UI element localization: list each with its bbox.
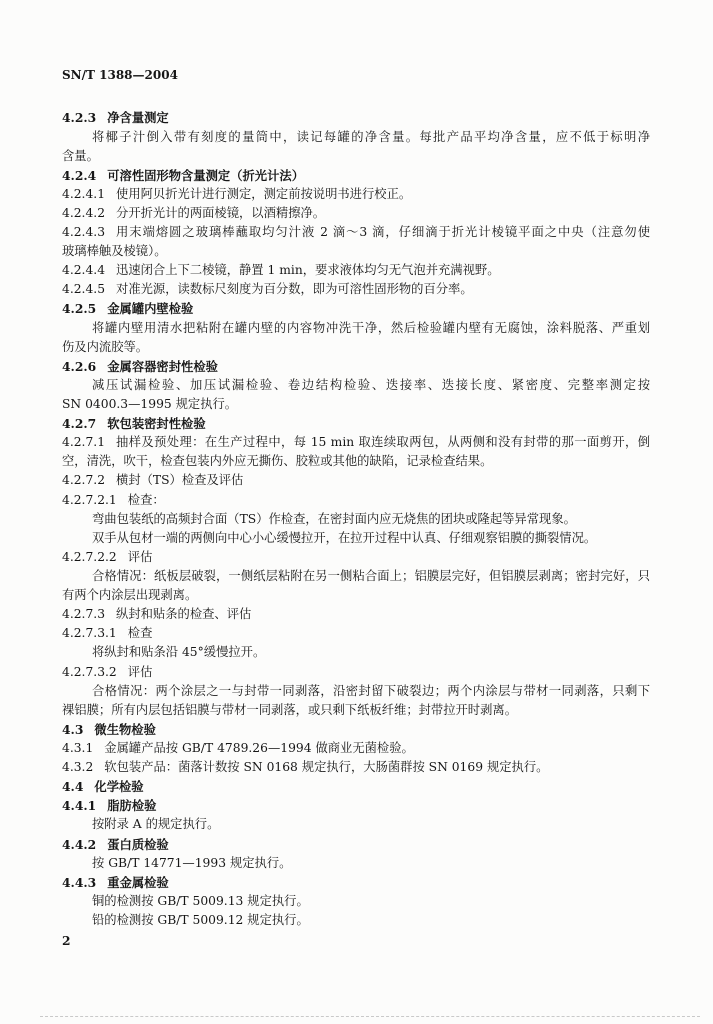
paragraph-text: 按 GB/T 14771—1993 规定执行。 (92, 855, 292, 870)
clause-number: 4.3.1 (62, 741, 94, 755)
clause-text: 纵封和贴条的检查、评估 (116, 607, 252, 622)
paragraph-text: 合格情况：纸板层破裂，一侧纸层粘附在另一侧粘合面上；铝膜层完好，但铝膜层剥离；密封完好，只 (92, 569, 650, 584)
clause-title: 蛋白质检验 (107, 836, 169, 852)
clause-text: 检查： (127, 492, 165, 507)
clause-4-2-4-heading (62, 166, 650, 185)
clause-number: 4.2.4.5 (62, 282, 106, 297)
clause-4-2-4-1 (62, 185, 650, 204)
body-text-line (62, 510, 650, 529)
clause-number: 4.4.2 (62, 836, 97, 852)
paragraph-text: 将椰子汁倒入带有刻度的量筒中，读记每罐的净含量。每批产品平均净含量，应不低于标明净 (92, 129, 650, 144)
clause-number: 4.4 (62, 779, 84, 795)
clause-number: 4.2.6 (62, 358, 97, 374)
clause-4-2-7-2-2 (62, 548, 650, 567)
clause-4-2-7-1 (62, 433, 650, 452)
clause-text: 评估 (127, 549, 153, 564)
scan-edge-divider (40, 1016, 700, 1017)
clause-number: 4.2.7 (62, 416, 97, 432)
clause-title: 微生物检验 (94, 721, 156, 737)
clause-text: 软包装产品：菌落计数按 SN 0168 规定执行，大肠菌群按 SN 0169 规定执行。 (104, 760, 549, 775)
paragraph-text: 空，清洗，吹干，检查包装内外应无撕伤、胶粒或其他的缺陷，记录检查结果。 (62, 454, 493, 469)
clause-title: 化学检验 (94, 779, 144, 795)
body-text-line (62, 586, 650, 605)
clause-title: 脂肪检验 (107, 798, 157, 814)
clause-4-3-2 (62, 758, 650, 777)
paragraph-text: 有两个内涂层出现剥离。 (62, 588, 198, 603)
clause-4-2-7-3-1 (62, 624, 650, 643)
clause-number: 4.2.7.1 (62, 435, 106, 450)
clause-number: 4.2.4.2 (62, 205, 106, 220)
body-text-line (62, 319, 650, 338)
clause-number: 4.2.7.3.1 (62, 626, 117, 641)
clause-text: 使用阿贝折光计进行测定，测定前按说明书进行校正。 (116, 186, 412, 201)
paragraph-text: 按附录 A 的规定执行。 (92, 817, 220, 832)
paragraph-text: 将罐内壁用清水把粘附在罐内壁的内容物冲洗干净，然后检验罐内壁有无腐蚀，涂料脱落、严重划 (92, 320, 650, 335)
clause-4-2-4-4 (62, 261, 650, 280)
paragraph-text: 裸铝膜；所有内层包括铝膜与带材一同剥落，或只剩下纸板纤维；封带拉开时剥离。 (62, 702, 517, 717)
paragraph-text: SN 0400.3—1995 规定执行。 (62, 397, 238, 412)
clause-4-2-7-3 (62, 605, 650, 624)
clause-text: 抽样及预处理：在生产过程中，每 15 min 取连续取两包，从两侧和没有封带的那一面剪开，倒 (116, 435, 650, 450)
paragraph-text: 减压试漏检验、加压试漏检验、卷边结构检验、迭接率、迭接长度、紧密度、完整率测定按 (92, 377, 650, 392)
clause-4-2-6-heading (62, 357, 650, 376)
clause-text: 横封（TS）检查及评估 (116, 473, 244, 488)
clause-number: 4.3.2 (62, 760, 94, 775)
clause-text: 评估 (127, 664, 153, 679)
clause-number: 4.2.4 (62, 167, 97, 183)
standard-number-header: SN/T 1388—2004 (62, 68, 178, 82)
clause-number: 4.2.7.2.2 (62, 549, 117, 564)
clause-4-2-5-heading (62, 299, 650, 318)
body-text-line (62, 395, 650, 414)
clause-4-2-7-heading (62, 414, 650, 433)
paragraph-text: 含量。 (62, 148, 99, 163)
paragraph-text: 伤及内流胶等。 (62, 339, 149, 354)
body-text-line (62, 815, 650, 834)
body-text-line (62, 452, 650, 471)
clause-text: 分开折光计的两面棱镜，以酒精擦净。 (116, 205, 326, 220)
clause-number: 4.4.3 (62, 874, 97, 890)
clause-4-2-7-2-1 (62, 491, 650, 510)
body-text-line (62, 682, 650, 701)
clause-4-2-7-2 (62, 471, 650, 490)
body-text-line (62, 242, 650, 261)
body-text-line (62, 911, 650, 930)
clause-text: 对准光源，读数标尺刻度为百分数，即为可溶性固形物的百分率。 (116, 282, 473, 297)
paragraph-text: 双手从包材一端的两侧向中心小心缓慢拉开，在拉开过程中认真、仔细观察铝膜的撕裂情况。 (92, 530, 597, 545)
body-text-line (62, 376, 650, 395)
clause-title: 重金属检验 (107, 874, 169, 890)
clause-4-2-4-5 (62, 280, 650, 299)
clause-number: 4.2.7.3.2 (62, 664, 117, 679)
clause-4-2-7-3-2 (62, 663, 650, 682)
paragraph-text: 铜的检测按 GB/T 5009.13 规定执行。 (92, 893, 309, 908)
paragraph-text: 弯曲包装纸的高频封合面（TS）作检查，在密封面内应无烧焦的团块或隆起等异常现象。 (92, 511, 576, 526)
paragraph-text: 将纵封和贴条沿 45°缓慢拉开。 (92, 645, 266, 660)
clause-number: 4.3 (62, 721, 84, 737)
clause-number: 4.4.1 (62, 798, 97, 814)
body-text-line (62, 529, 650, 548)
body-text-line (62, 892, 650, 911)
clause-text: 用末端熔圆之玻璃棒蘸取均匀汁液 2 滴～3 滴，仔细滴于折光计棱镜平面之中央（注意勿使 (116, 225, 650, 240)
body-text-line (62, 701, 650, 720)
page-number: 2 (62, 932, 71, 948)
body-text-line (62, 567, 650, 586)
clause-number: 4.2.4.1 (62, 186, 106, 201)
clause-4-3-heading (62, 720, 650, 739)
clause-title: 金属容器密封性检验 (107, 358, 218, 374)
paragraph-text: 合格情况：两个涂层之一与封带一同剥落，沿密封留下破裂边；两个内涂层与带材一同剥落，只剩下 (92, 683, 650, 698)
body-text-line (62, 128, 650, 147)
clause-text: 迅速闭合上下二棱镜，静置 1 min，要求液体均匀无气泡并充满视野。 (116, 263, 500, 278)
clause-title: 净含量测定 (107, 110, 169, 126)
clause-4-2-3-heading (62, 108, 650, 127)
clause-4-2-4-3 (62, 223, 650, 242)
clause-text: 金属罐产品按 GB/T 4789.26—1994 做商业无菌检验。 (104, 741, 414, 755)
body-text-line (62, 854, 650, 873)
clause-text: 检查 (127, 626, 153, 641)
clause-number: 4.2.3 (62, 110, 97, 126)
clause-4-3-1 (62, 739, 650, 758)
paragraph-text: 铅的检测按 GB/T 5009.12 规定执行。 (92, 912, 309, 927)
clause-number: 4.2.5 (62, 301, 97, 317)
paragraph-text: 玻璃棒触及棱镜）。 (62, 244, 167, 259)
clause-title: 软包装密封性检验 (107, 416, 206, 432)
body-text-line (62, 147, 650, 166)
clause-title: 金属罐内壁检验 (107, 301, 194, 317)
document-body (62, 108, 650, 930)
clause-4-4-2-heading (62, 835, 650, 854)
clause-number: 4.2.7.2 (62, 473, 106, 488)
clause-4-4-heading (62, 777, 650, 796)
clause-number: 4.2.7.3 (62, 607, 106, 622)
clause-number: 4.2.7.2.1 (62, 492, 117, 507)
body-text-line (62, 338, 650, 357)
clause-number: 4.2.4.3 (62, 225, 106, 240)
clause-4-4-3-heading (62, 873, 650, 892)
clause-4-2-4-2 (62, 204, 650, 223)
body-text-line (62, 643, 650, 662)
clause-title: 可溶性固形物含量测定（折光计法） (107, 167, 304, 183)
clause-number: 4.2.4.4 (62, 263, 106, 278)
clause-4-4-1-heading (62, 796, 650, 815)
